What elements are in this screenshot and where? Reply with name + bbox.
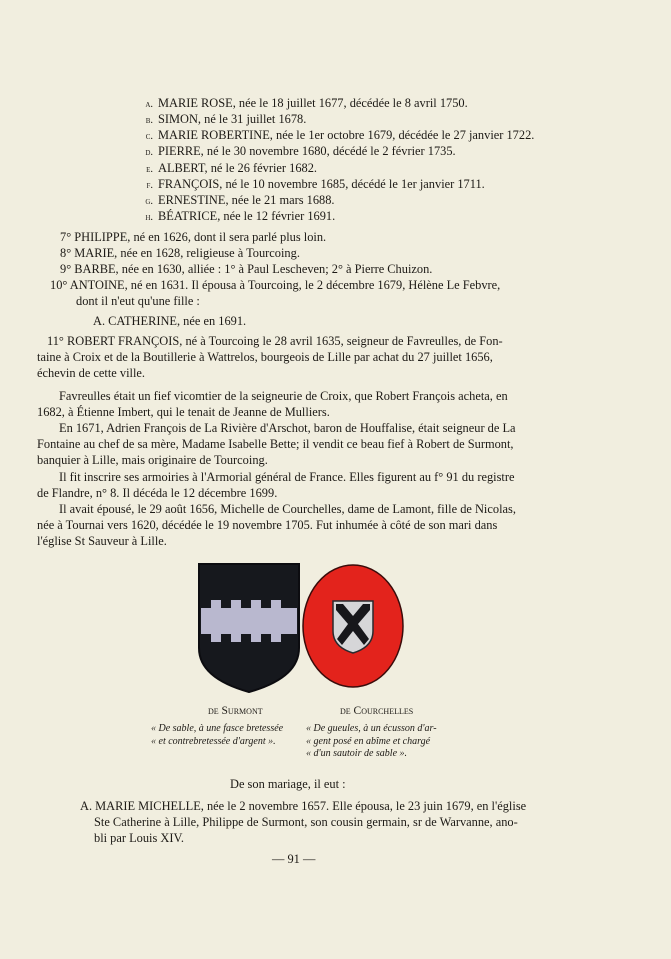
sibling-entry-10-cont: dont il n'eut qu'une fille : <box>76 294 200 308</box>
surmont-blazon-line-2: « et contrebretessée d'argent ». <box>151 735 276 747</box>
issue-line-1: A. MARIE MICHELLE, née le 2 novembre 1657. Elle épousa, le 23 juin 1679, en l'église <box>80 799 527 813</box>
robert-line-1: 11° ROBERT FRANÇOIS, né à Tourcoing le 28 avril 1635, seigneur de Favreulles, de Fon- <box>47 334 503 348</box>
child-text-c: MARIE ROBERTINE, née le 1er octobre 1679, décédée le 27 janvier 1722. <box>158 128 535 142</box>
child-label-a: a. <box>145 99 153 110</box>
child-text-f: FRANÇOIS, né le 10 novembre 1685, décédé le 1er janvier 1711. <box>158 177 485 191</box>
robert-francois-paragraph <box>37 333 565 382</box>
issue-heading: De son mariage, il eut : <box>230 777 346 791</box>
child-label-d: d. <box>145 147 153 158</box>
marriage-line-2: née à Tournai vers 1620, décédée le 19 novembre 1705. Fut inhumée à côté de son mari dans <box>37 518 498 533</box>
courchelles-caption: de Courchelles <box>340 705 414 717</box>
armoiries-line-1: Il fit inscrire ses armoiries à l'Armorial général de France. Elles figurent au f° 91 du registre <box>59 470 515 484</box>
marriage-paragraph <box>37 501 565 550</box>
sibling-entry-9: 9° BARBE, née en 1630, alliée : 1° à Paul Lescheven; 2° à Pierre Chuizon. <box>60 262 433 276</box>
child-label-g: g. <box>145 196 153 207</box>
courchelles-blazon-line-2: « gent posé en abîme et chargé <box>306 735 431 747</box>
daughter-catherine: A. CATHERINE, née en 1691. <box>93 314 247 328</box>
child-label-c: c. <box>145 131 153 142</box>
marriage-line-1: Il avait épousé, le 29 août 1656, Michelle de Courchelles, dame de Lamont, fille de Nicolas, <box>59 502 516 516</box>
riviere-paragraph <box>37 420 565 469</box>
favreulles-line-2: 1682, à Étienne Imbert, qui le tenait de Jeanne de Mulliers. <box>37 405 330 420</box>
child-text-d: PIERRE, né le 30 novembre 1680, décédé le 2 février 1735. <box>158 144 456 158</box>
surmont-blazon <box>151 723 283 748</box>
riviere-line-2: Fontaine au chef de sa mère, Madame Isabelle Bette; il vendit ce beau fief à Robert de Surmont, <box>37 437 514 452</box>
courchelles-shield <box>301 563 405 689</box>
surmont-blazon-line-1: « De sable, à une fasce bretessée <box>151 723 284 734</box>
child-text-e: ALBERT, né le 26 février 1682. <box>158 161 318 175</box>
surmont-shield <box>197 562 301 694</box>
child-entry-d <box>137 143 456 161</box>
issue-paragraph <box>80 798 568 847</box>
riviere-line-1: En 1671, Adrien François de La Rivière d'Arschot, baron de Houffalise, était seigneur de La <box>59 421 516 435</box>
issue-line-3: bli par Louis XIV. <box>94 831 184 846</box>
child-text-g: ERNESTINE, née le 21 mars 1688. <box>158 193 335 207</box>
courchelles-blazon-line-3: « d'un sautoir de sable ». <box>306 748 408 759</box>
child-label-f: f. <box>146 180 153 191</box>
child-label-h: h. <box>145 212 153 223</box>
favreulles-line-1: Favreulles était un fief vicomtier de la seigneurie de Croix, que Robert François acheta, en <box>59 389 508 403</box>
child-text-a: MARIE ROSE, née le 18 juillet 1677, décédée le 8 avril 1750. <box>158 96 468 110</box>
armoiries-paragraph <box>37 469 565 501</box>
marriage-line-3: l'église St Sauveur à Lille. <box>37 534 167 549</box>
armoiries-line-2: de Flandre, n° 8. Il décéda le 12 décembre 1699. <box>37 486 278 501</box>
robert-line-3: échevin de cette ville. <box>37 366 146 381</box>
child-text-h: BÉATRICE, née le 12 février 1691. <box>158 209 336 223</box>
child-text-b: SIMON, né le 31 juillet 1678. <box>158 112 307 126</box>
sibling-entry-7: 7° PHILIPPE, né en 1626, dont il sera parlé plus loin. <box>60 230 327 244</box>
courchelles-blazon-line-1: « De gueules, à un écusson d'ar- <box>306 723 437 734</box>
sibling-entry-8: 8° MARIE, née en 1628, religieuse à Tourcoing. <box>60 246 300 260</box>
courchelles-blazon <box>306 723 437 761</box>
sibling-entry-10: 10° ANTOINE, né en 1631. Il épousa à Tourcoing, le 2 décembre 1679, Hélène Le Febvre, <box>50 278 501 292</box>
issue-line-2: Ste Catherine à Lille, Philippe de Surmont, son cousin germain, sr de Warvanne, ano- <box>94 815 518 830</box>
child-label-b: b. <box>145 115 153 126</box>
child-label-e: e. <box>146 164 153 175</box>
favreulles-paragraph <box>37 388 565 420</box>
riviere-line-3: banquier à Lille, mais originaire de Tourcoing. <box>37 453 268 468</box>
child-entry-h <box>137 208 335 226</box>
surmont-caption: de Surmont <box>208 705 263 717</box>
page-number: — 91 — <box>272 852 316 866</box>
robert-line-2: taine à Croix et de la Boutillerie à Wattrelos, bourgeois de Lille par achat du 27 juillet 1656, <box>37 350 493 365</box>
